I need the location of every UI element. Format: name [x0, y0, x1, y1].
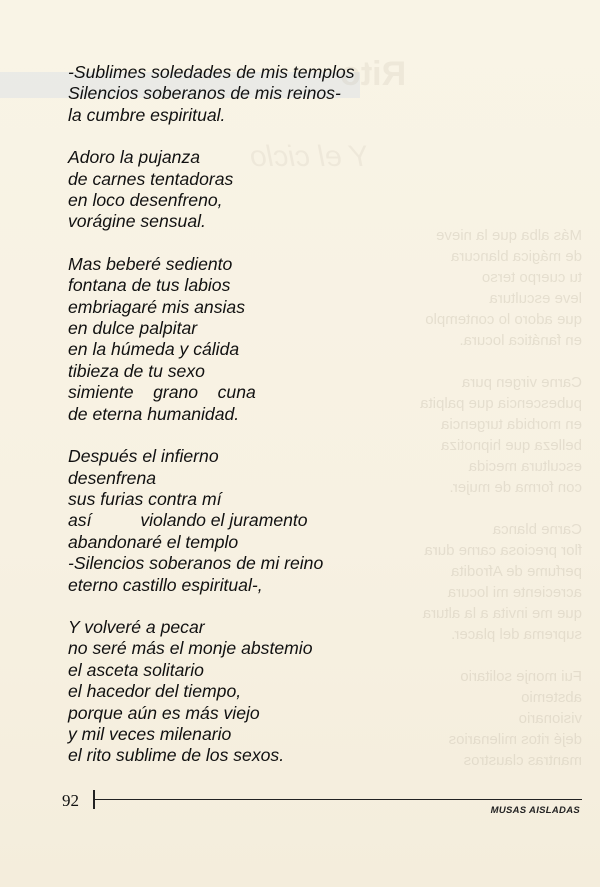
stanza — [68, 62, 528, 126]
poem-line: así violando el juramento — [68, 510, 308, 531]
stanza — [68, 147, 528, 233]
poem-line: de eterna humanidad. — [68, 403, 240, 424]
stanza — [68, 446, 528, 596]
bleed-through-subtitle: Y el ciclo — [250, 140, 370, 173]
page-footer — [0, 788, 600, 818]
poem-line: Adoro la pujanza — [68, 147, 201, 168]
poem-line: fontana de tus labios — [68, 275, 231, 296]
poem-line: Y volveré a pecar — [68, 616, 205, 637]
poem-line: porque aún es más viejo — [68, 702, 260, 723]
poem-line: el hacedor del tiempo, — [68, 681, 242, 702]
bleed-through-title: Rito — [340, 55, 407, 93]
poem-line: de carnes tentadoras — [68, 168, 234, 189]
stanza — [68, 254, 528, 425]
page-number: 92 — [62, 791, 79, 810]
poem-line: eterno castillo espiritual-, — [68, 574, 263, 595]
stanza — [68, 617, 528, 767]
poem-line: Después el infierno — [68, 446, 219, 467]
poem-line: en loco desenfreno, — [68, 190, 223, 211]
bleed-through-text: Más alba que la nieve de mágica blancura tu cuerpo terso leve escultura que adoro lo contemplo en fanática locura. Carne virgen pura pubescencia que palpita en morbida turgencia belleza que hipnotiza escultura mecida con forma de mujer. Carne blanca flor preciosa carne dura perfume de Afrodita acreciente mi locura que me invita a la altura suprema del placer. Fui monje solitario abstemio visionario dejé ritos milenarios mantras claustros — [420, 227, 582, 769]
poem-line: la cumbre espiritual. — [68, 104, 226, 125]
poem-line: en dulce palpitar — [68, 318, 198, 339]
poem-line: simiente grano cuna — [68, 382, 256, 403]
poem-line: Silencios soberanos de mis reinos- — [68, 83, 341, 104]
publication-title: MUSAS AISLADAS — [490, 805, 580, 816]
poem-line: embriagaré mis ansias — [68, 296, 245, 317]
poem-line: el asceta solitario — [68, 659, 204, 680]
poem-line: el rito sublime de los sexos. — [68, 745, 285, 766]
poem-line: sus furias contra mí — [68, 488, 222, 509]
poem-line: abandonaré el templo — [68, 531, 239, 552]
poem-line: en la húmeda y cálida — [68, 339, 240, 360]
poem-line: no seré más el monje abstemio — [68, 638, 313, 659]
footer-rule — [94, 799, 582, 800]
poem-line: y mil veces milenario — [68, 723, 232, 744]
poem-line: vorágine sensual. — [68, 211, 206, 232]
poem-line: tibieza de tu sexo — [68, 360, 205, 381]
poem-line: Mas beberé sediento — [68, 253, 233, 274]
poem-line: desenfrena — [68, 467, 157, 488]
poem-line: -Sublimes soledades de mis templos — [68, 62, 355, 82]
poem — [68, 62, 528, 788]
poem-line: -Silencios soberanos de mi reino — [68, 553, 324, 574]
